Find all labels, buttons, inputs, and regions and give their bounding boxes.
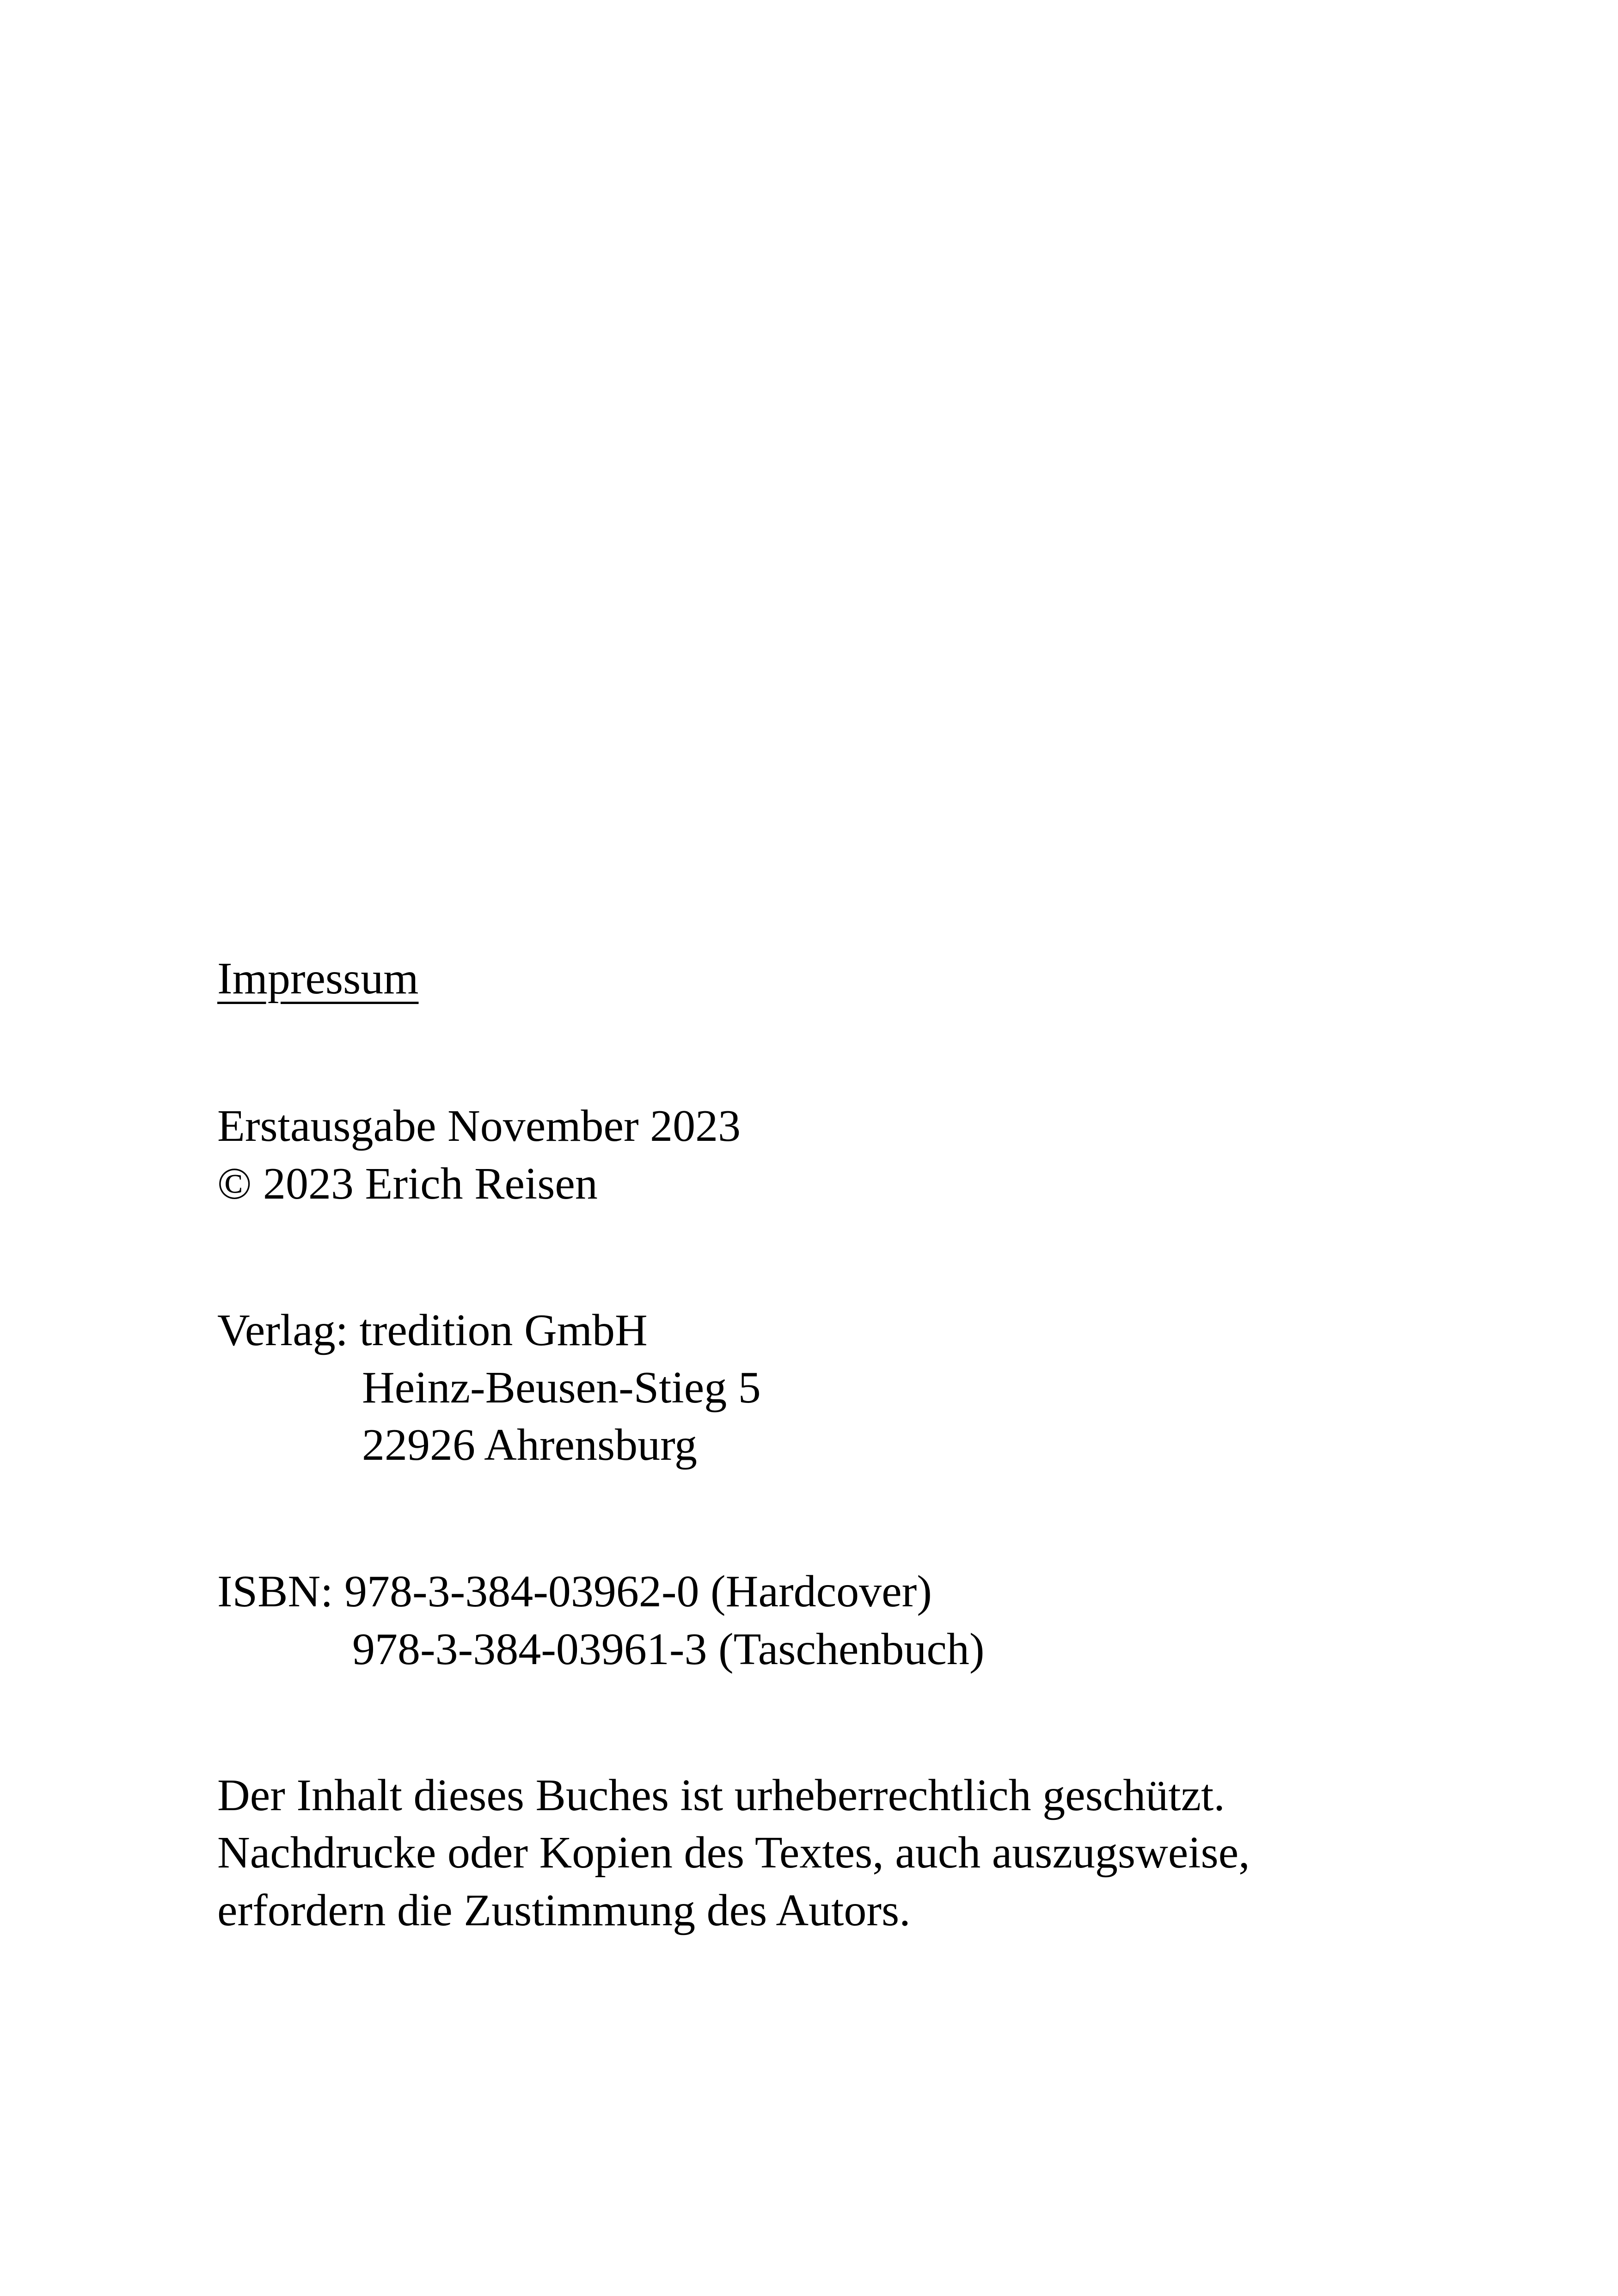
isbn-hardcover: ISBN: 978-3-384-03962-0 (Hardcover): [217, 1567, 932, 1616]
copyright-notice-line-2: Nachdrucke oder Kopien des Textes, auch auszugsweise,: [217, 1828, 1250, 1878]
isbn-paperback: 978-3-384-03961-3 (Taschenbuch): [352, 1624, 985, 1674]
copyright-notice-line-3: erfordern die Zustimmung des Autors.: [217, 1886, 911, 1935]
copyright-notice-line-1: Der Inhalt dieses Buches ist urheberrechtlich geschützt.: [217, 1770, 1225, 1820]
imprint-heading: Impressum: [217, 954, 419, 1004]
copyright-line: © 2023 Erich Reisen: [217, 1159, 598, 1209]
edition-line: Erstausgabe November 2023: [217, 1101, 741, 1151]
publisher-name: Verlag: tredition GmbH: [217, 1305, 648, 1355]
publisher-city: 22926 Ahrensburg: [362, 1420, 697, 1470]
publisher-street: Heinz-Beusen-Stieg 5: [362, 1363, 761, 1413]
